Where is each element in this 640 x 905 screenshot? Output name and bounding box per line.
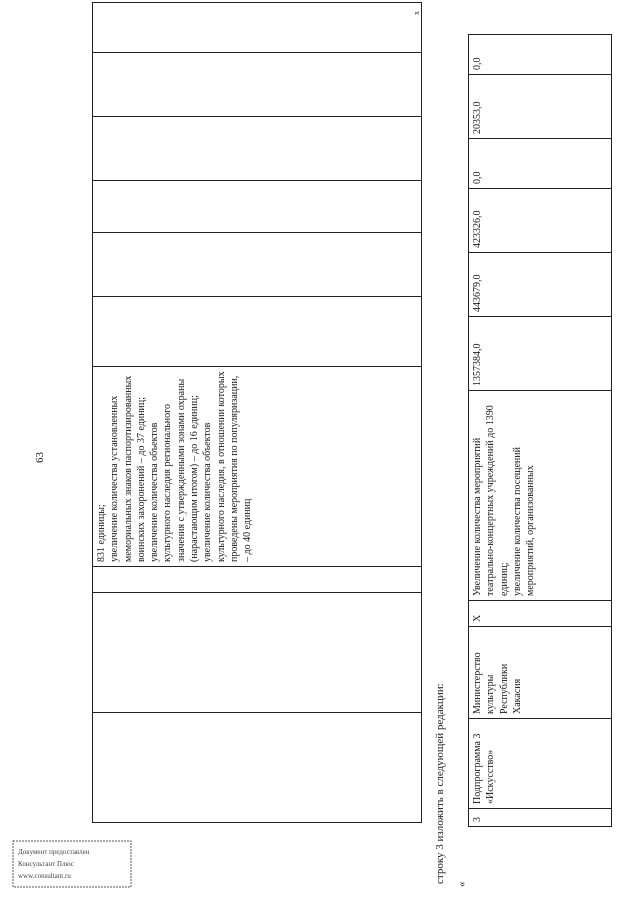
amendment-instruction: строку 3 изложить в следующей редакции: <box>434 683 446 884</box>
results-cell: Увеличение количества мероприятий театрально-концертных учреждений до 1390 единиц; увеличение количества посещений мероприятий, организованных <box>469 391 612 601</box>
row-3-table <box>468 34 612 827</box>
stamp-line-3: www.consultant.ru <box>18 872 71 880</box>
mark-cell: X <box>469 601 612 627</box>
amount-cell-5: 0,0 <box>469 35 612 75</box>
upper-cell-empty <box>93 3 422 53</box>
corner-mark: x <box>412 11 421 15</box>
stamp-line-2: Консультант Плюс <box>18 860 74 868</box>
subprogram-name-cell: Подпрограмма 3 «Искусство» <box>469 719 612 809</box>
total-amount-cell: 1357384,0 <box>469 317 612 391</box>
upper-cell-empty <box>93 181 422 233</box>
upper-cell-empty <box>93 567 422 593</box>
upper-cell-empty <box>93 53 422 117</box>
executor-cell: Министерство культуры Республики Хакасия <box>469 627 612 719</box>
opening-quote: « <box>456 881 468 887</box>
row-number-cell: 3 <box>469 809 612 827</box>
table-row <box>469 35 612 827</box>
upper-table-continuation <box>92 2 422 823</box>
amount-cell-1: 443679,0 <box>469 253 612 317</box>
page-number: 63 <box>34 452 46 463</box>
amount-cell-4: 20353,0 <box>469 75 612 139</box>
consultant-stamp <box>12 840 132 890</box>
upper-results-cell: 831 единицы; увеличение количества установленных мемориальных знаков паспортизированных воинских захоронений – до 37 единиц; увеличение количества объектов культурного наследия регионального значения с утвержденными зонами охраны (нарастающим итогом) – до 16 единиц; увеличение количества объектов культурного наследия, в отношении которых проведены мероприятия по популяризации, – до 40 единиц <box>93 367 422 567</box>
upper-cell-empty <box>93 117 422 181</box>
amount-cell-2: 423326,0 <box>469 189 612 253</box>
stamp-line-1: Документ предоставлен <box>18 848 90 856</box>
upper-cell-empty <box>93 233 422 297</box>
upper-table-row <box>93 3 422 823</box>
upper-cell-empty <box>93 593 422 713</box>
amount-cell-3: 0,0 <box>469 139 612 189</box>
upper-cell-empty <box>93 297 422 367</box>
upper-cell-empty <box>93 713 422 823</box>
